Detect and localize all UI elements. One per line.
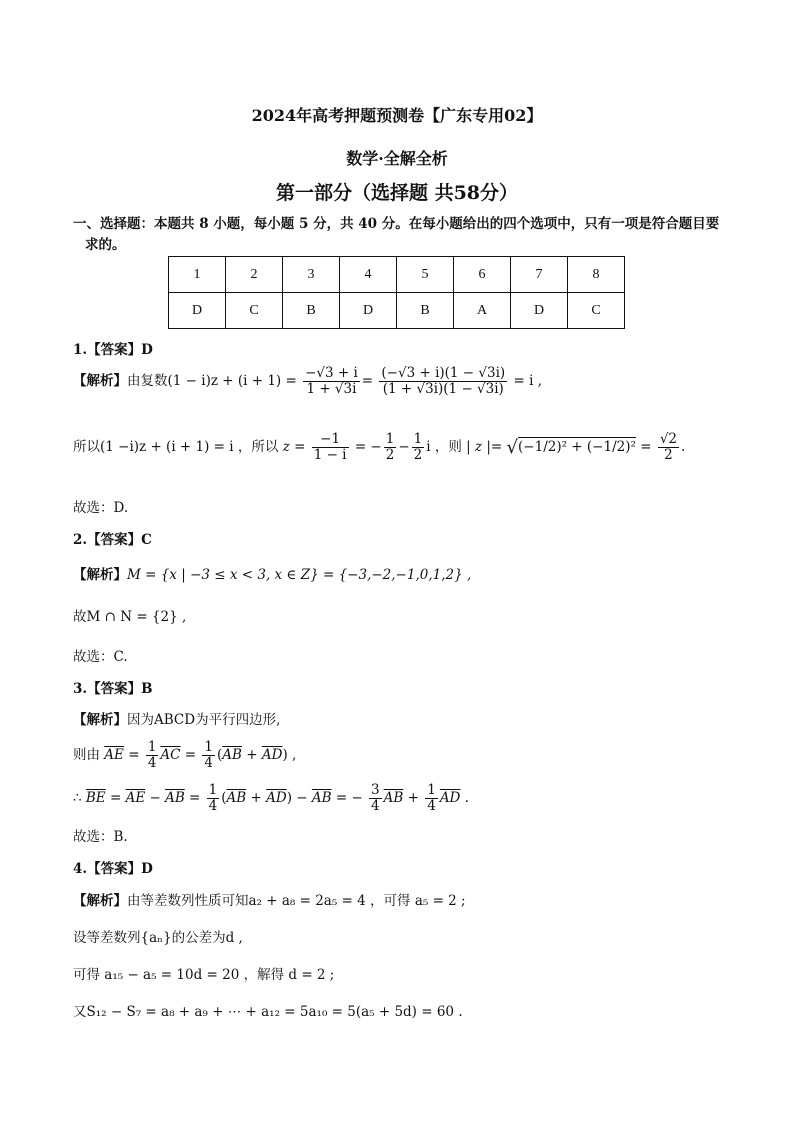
fraction: $\frac{√2}{2}$	[659, 431, 678, 463]
fraction: $\frac{-1}{1 - i}$	[313, 431, 347, 463]
table-cell: D	[340, 293, 397, 329]
analysis-label: 【解析】	[73, 567, 127, 583]
q2-answer: 2.【答案】C	[73, 532, 152, 548]
q3-analysis-line-1: 【解析】因为ABCD为平行四边形,	[73, 712, 281, 728]
table-cell: 2	[226, 257, 283, 293]
fraction: $\frac{3}{4}$	[371, 782, 380, 814]
answer-table	[168, 256, 625, 329]
analysis-text: 由复数	[127, 373, 168, 389]
table-cell: A	[454, 293, 511, 329]
sqrt-expression: (−1/2)² + (−1/2)²	[518, 439, 636, 455]
q2-analysis-line-1: 【解析】M = {x | −3 ≤ x < 3, x ∈ Z} = {−3,−2,−1,0,1,2} ,	[73, 567, 472, 583]
intro-line-1: 一、选择题：本题共 8 小题，每小题 5 分，共 40 分。在每小题给出的四个选项中，只有一项是符合题目要	[73, 216, 720, 232]
q3-answer: 3.【答案】B	[73, 681, 153, 697]
table-cell: C	[226, 293, 283, 329]
part-title: 第一部分（选择题 共58分）	[275, 182, 519, 204]
fraction: $\frac{(-√3 + i)(1 - √3i)}{(1 + √3i)(1 - √3i)}$	[381, 365, 506, 397]
q4-analysis-line-4: 又S₁₂ − S₇ = a₈ + a₉ + ⋯ + a₁₂ = 5a₁₀ = 5(a₅ + 5d) = 60 .	[73, 1004, 463, 1020]
q1-analysis-line-1: 【解析】由复数(1 − i)z + (i + 1) = $\frac{-√3 + i}{1 + √3i}$ = $\frac{(-√3 + i)(1 - √3i)}{(1 + √3i)(1 - √3i)}$ = i ,	[73, 365, 542, 397]
radical-sign: √	[506, 437, 519, 458]
table-cell: 7	[511, 257, 568, 293]
q1-answer: 1.【答案】D	[73, 342, 153, 358]
exam-title: 2024年高考押题预测卷【广东专用02】	[251, 106, 543, 125]
fraction: $\frac{1}{4}$	[427, 782, 436, 814]
table-cell: 6	[454, 257, 511, 293]
q3-conclusion: 故选：B.	[73, 829, 128, 845]
fraction: $\frac{1}{2}$	[385, 431, 395, 463]
q1-conclusion: 故选：D.	[73, 500, 129, 516]
q1-analysis-line-2: 所以(1 −i)z + (i + 1) = i ，所以 z = $\frac{-1}{1 - i}$ = − $\frac{1}{2}$ − $\frac{1}{2}$ i ，则 | z |= √(−1/2)² + (−1/2)² = $\frac{√2}{2}$ .	[73, 431, 686, 463]
q3-analysis-line-2: 则由 $\overline{AE}$ = $\frac{1}{4}$ $\overline{AC}$ = $\frac{1}{4}$ $(\overline{AB} + \overline{AD})$ ,	[73, 739, 297, 771]
table-cell: 3	[283, 257, 340, 293]
fraction: $\frac{1}{4}$	[204, 739, 213, 771]
equation: (1 − i)z + (i + 1) =	[167, 373, 297, 389]
q4-answer: 4.【答案】D	[73, 861, 153, 877]
fraction: $\frac{1}{4}$	[208, 782, 218, 814]
section-intro	[73, 214, 733, 256]
table-cell: 4	[340, 257, 397, 293]
q4-analysis-line-1: 【解析】由等差数列性质可知a₂ + a₈ = 2a₅ = 4 ，可得 a₅ = 2 ;	[73, 893, 466, 909]
q2-conclusion: 故选：C.	[73, 649, 128, 665]
analysis-label: 【解析】	[73, 712, 127, 728]
table-cell: B	[283, 293, 340, 329]
table-cell: 8	[568, 257, 625, 293]
intro-line-2: 求的。	[85, 237, 126, 253]
fraction: $\frac{-√3 + i}{1 + √3i}$	[305, 365, 358, 397]
answer-table-answers-row	[169, 293, 625, 329]
fraction: $\frac{1}{4}$	[147, 739, 157, 771]
q2-analysis-line-2: 故M ∩ N = {2} ,	[73, 609, 187, 625]
analysis-label: 【解析】	[73, 893, 127, 909]
table-cell: 1	[169, 257, 226, 293]
q3-analysis-line-3: ∴ $\overline{BE} = \overline{AE} - \overline{AB}$ = $\frac{1}{4}$ $(\overline{AB} + \overline{AD}) - \overline{AB}$ = − $\frac{3}{4}$ $\overline{AB}$ + $\frac{1}{4}$ $\overline{AD}$ .	[73, 782, 469, 814]
table-cell: D	[511, 293, 568, 329]
table-cell: C	[568, 293, 625, 329]
q4-analysis-line-3: 可得 a₁₅ − a₅ = 10d = 20 ，解得 d = 2 ;	[73, 967, 335, 983]
analysis-label: 【解析】	[73, 373, 127, 389]
exam-subtitle: 数学·全解全析	[346, 149, 448, 168]
table-cell: B	[397, 293, 454, 329]
answer-table-numbers-row	[169, 257, 625, 293]
table-cell: D	[169, 293, 226, 329]
table-cell: 5	[397, 257, 454, 293]
q4-analysis-line-2: 设等差数列{aₙ}的公差为d ,	[73, 930, 243, 946]
fraction: $\frac{1}{2}$	[413, 431, 423, 463]
